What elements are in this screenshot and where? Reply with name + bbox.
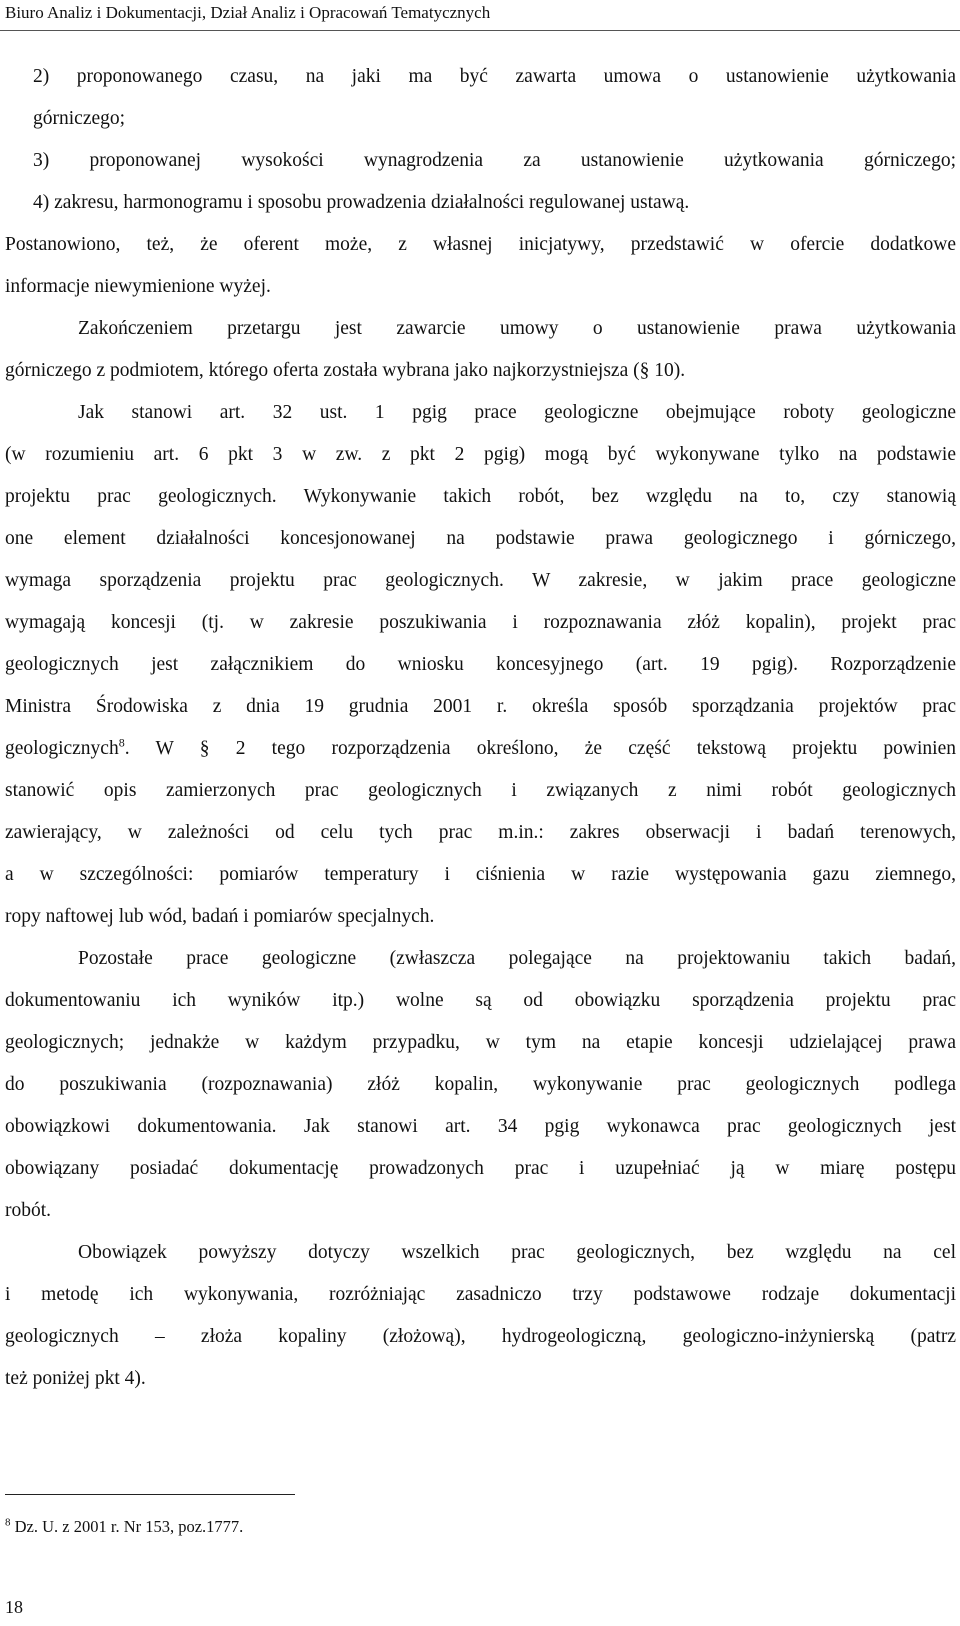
text-line: Pozostałe prace geologiczne (zwłaszcza polegające na projektowaniu takich badań, [78,948,956,969]
text-line: geologicznych; jednakże w każdym przypadku, w tym na etapie koncesji udzielającej prawa [5,1032,956,1053]
footnote-marker: 8 [5,1516,11,1529]
text-line: górniczego z podmiotem, którego oferta została wybrana jako najkorzystniejsza (§ 10). [5,360,686,381]
footnote-reference: 8 [118,735,125,750]
footnote-text: Dz. U. z 2001 r. Nr 153, poz.1777. [10,1517,244,1536]
text-line: one element działalności koncesjonowanej na podstawie prawa geologicznego i górniczego, [5,528,956,549]
text-line: Obowiązek powyższy dotyczy wszelkich prac geologicznych, bez względu na cel [78,1242,956,1263]
text-line: 2) proponowanego czasu, na jaki ma być zawarta umowa o ustanowienie użytkowania [33,66,956,87]
text-line: też poniżej pkt 4). [5,1368,146,1389]
text-line: informacje niewymienione wyżej. [5,276,271,297]
text-line: dokumentowaniu ich wyników itp.) wolne są od obowiązku sporządzenia projektu prac [5,990,956,1011]
header-divider [0,30,960,31]
text-line: geologicznych jest załącznikiem do wniosku koncesyjnego (art. 19 pgig). Rozporządzenie [5,654,956,675]
text-line: Zakończeniem przetargu jest zawarcie umowy o ustanowienie prawa użytkowania [78,318,956,339]
text-line: ropy naftowej lub wód, badań i pomiarów specjalnych. [5,906,435,927]
text-line: obowiązany posiadać dokumentację prowadzonych prac i uzupełniać ją w miarę postępu [5,1158,956,1179]
text-segment: geologicznych [5,738,119,759]
text-line: a w szczególności: pomiarów temperatury i ciśnienia w razie występowania gazu ziemnego, [5,864,956,885]
text-line: i metodę ich wykonywania, rozróżniając zasadniczo trzy podstawowe rodzaje dokumentacji [5,1284,956,1305]
text-line: projektu prac geologicznych. Wykonywanie takich robót, bez względu na to, czy stanowią [5,486,956,507]
header-title: Biuro Analiz i Dokumentacji, Dział Analiz i Opracowań Tematycznych [5,3,491,22]
text-line: górniczego; [33,108,126,129]
text-line: obowiązkowi dokumentowania. Jak stanowi art. 34 pgig wykonawca prac geologicznych jest [5,1116,956,1137]
text-line: robót. [5,1200,52,1221]
text-line: wymagają koncesji (tj. w zakresie poszukiwania i rozpoznawania złóż kopalin), projekt prac [5,612,956,633]
text-line: do poszukiwania (rozpoznawania) złóż kopalin, wykonywanie prac geologicznych podlega [5,1074,956,1095]
text-line: 3) proponowanej wysokości wynagrodzenia za ustanowienie użytkowania górniczego; [33,150,956,171]
text-line: stanowić opis zamierzonych prac geologicznych i związanych z nimi robót geologicznych [5,780,956,801]
text-line: Jak stanowi art. 32 ust. 1 pgig prace geologiczne obejmujące roboty geologiczne [78,402,956,423]
text-line: (w rozumieniu art. 6 pkt 3 w zw. z pkt 2 pgig) mogą być wykonywane tylko na podstawie [5,444,956,465]
text-line: wymaga sporządzenia projektu prac geologicznych. W zakresie, w jakim prace geologiczne [5,570,956,591]
text-line: Postanowiono, też, że oferent może, z własnej inicjatywy, przedstawić w ofercie dodatkowe [5,234,956,255]
page-number: 18 [5,1597,23,1617]
text-segment: . W § 2 tego rozporządzenia określono, że część tekstową projektu powinien [124,738,956,759]
text-line-with-footnote [5,736,956,762]
footnote-separator [5,1494,295,1495]
text-line: zawierający, w zależności od celu tych prac m.in.: zakres obserwacji i badań terenowych, [5,822,956,843]
footnote [5,1516,243,1538]
text-line: Ministra Środowiska z dnia 19 grudnia 2001 r. określa sposób sporządzania projektów prac [5,696,956,717]
text-line: 4) zakresu, harmonogramu i sposobu prowadzenia działalności regulowanej ustawą. [33,192,690,213]
text-line: geologicznych – złoża kopaliny (złożową), hydrogeologiczną, geologiczno-inżynierską (patrz [5,1326,956,1347]
